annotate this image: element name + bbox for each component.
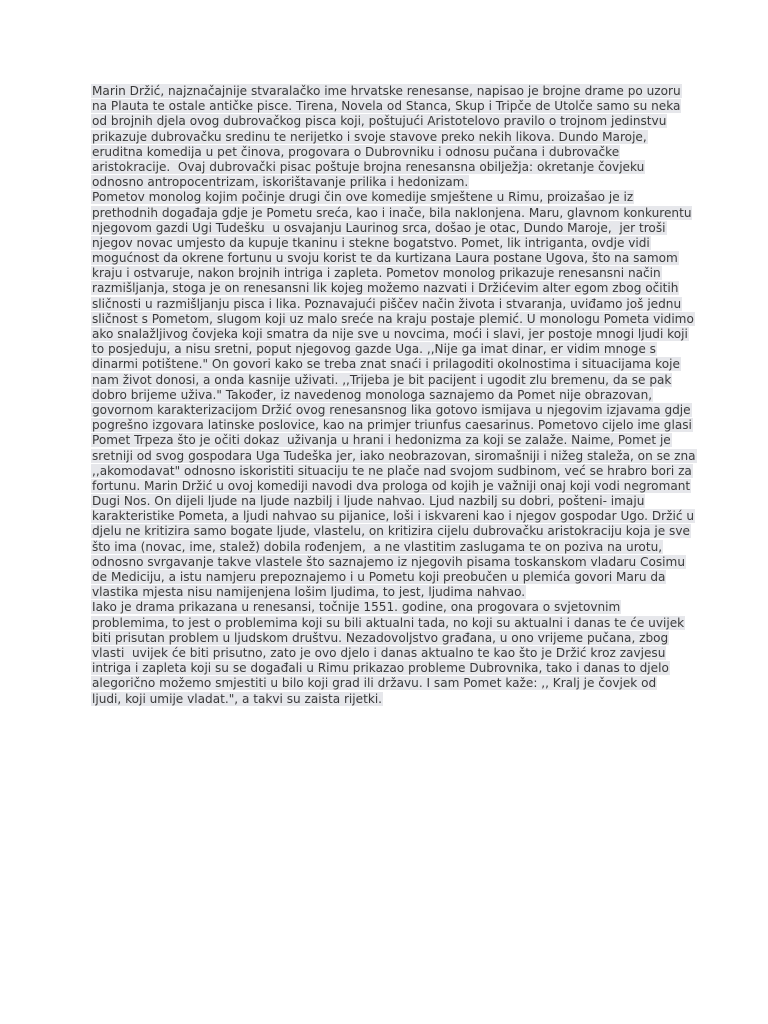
text-line: sličnosti u razmišljanju pisca i lika. Poznavajući piščev način života i stvaranja, uviđamo još jednu bbox=[92, 296, 682, 311]
text-line: Marin Držić, najznačajnije stvaralačko ime hrvatske renesanse, napisao je brojne drame po uzoru bbox=[92, 84, 681, 98]
text-line: de Mediciju, a istu namjeru prepoznajemo i u Pometu koji preobučen u plemića govori Maru da bbox=[92, 570, 666, 584]
text-line: alegorično možemo smjestiti u bilo koji grad ili državu. I sam Pomet kaže: ,, Kralj je čovjek od bbox=[92, 676, 657, 691]
text-line: dinarmi potištene." On govori kako se treba znat snaći i prilagoditi okolnostima i situacijama koje bbox=[92, 357, 680, 372]
text-line: njegovom gazdi Ugi Tudešku u osvajanju Laurinog srca, došao je otac, Dundo Maroje, jer troši bbox=[92, 220, 666, 235]
text-line: Dugi Nos. On dijeli ljude na ljude nazbilj i ljude nahvao. Ljud nazbilj su dobri, pošteni- imaju bbox=[92, 494, 645, 509]
text-line: karakteristike Pometa, a ljudi nahvao su pijanice, loši i iskvareni kao i njegov gospodar Ugo. Držić u bbox=[92, 509, 694, 524]
text-line: vlastika mjesta nisu namijenjena lošim ljudima, to jest, ljudima nahvao. bbox=[92, 585, 526, 600]
text-line: dobro brijeme uživa." Također, iz navedenog monologa saznajemo da Pomet nije obrazovan, bbox=[92, 387, 653, 402]
text-line: na Plauta te ostale antičke pisce. Tirena, Novela od Stanca, Skup i Tripče de Utolče samo su neka bbox=[92, 99, 681, 114]
text-line: ,,akomodavat" odnosno iskoristiti situaciju te ne plače nad svojom sudbinom, već se hrabro bori za bbox=[92, 463, 692, 478]
text-line: eruditna komedija u pet činova, progovara o Dubrovniku i odnosu pučana i dubrovačke bbox=[92, 144, 620, 159]
text-line: problemima, to jest o problemima koji su bili aktualni tada, no koji su aktualni i danas te će uvijek bbox=[92, 615, 685, 630]
text-line: Iako je drama prikazana u renesansi, točnije 1551. godine, ona progovara o svjetovnim bbox=[92, 600, 621, 615]
text-line: sličnost s Pometom, slugom koji uz malo sreće na kraju postaje plemić. U monologu Pometa vidimo bbox=[92, 311, 694, 326]
text-line: prethodnih događaja gdje je Pometu sreća, kao i inače, bila naklonjena. Maru, glavnom konkurentu bbox=[92, 205, 692, 220]
text-line: vlasti uvijek će biti prisutno, zato je ovo djelo i danas aktualno te kao što je Držić kroz zavjesu bbox=[92, 645, 666, 660]
text-line: intriga i zapleta koji su se događali u Rimu prikazao probleme Dubrovnika, tako i danas to djelo bbox=[92, 661, 669, 676]
document-body bbox=[91, 84, 696, 707]
text-line: kraju i ostvaruje, nakon brojnih intriga i zapleta. Pometov monolog prikazuje renesansni način bbox=[92, 266, 661, 281]
text-line: što ima (novac, ime, stalež) dobila rođenjem, a ne vlastitim zaslugama te on poziva na urotu, bbox=[92, 539, 663, 554]
text-line: njegov novac umjesto da kupuje tkaninu i stekne bogatstvo. Pomet, lik intriganta, ovdje vidi bbox=[92, 235, 650, 250]
text-line: mogućnost da okrene fortunu u svoju korist te da kurtizana Laura postane Ugova, što na samom bbox=[92, 251, 678, 266]
text-line: ljudi, koji umije vladat.", a takvi su zaista rijetki. bbox=[92, 691, 383, 706]
text-line: odnosno antropocentrizam, iskorištavanje prilika i hedonizam. bbox=[92, 175, 469, 190]
text-line: aristokracije. Ovaj dubrovački pisac poštuje brojna renesansna obilježja: okretanje čovjeku bbox=[92, 159, 645, 174]
text-line: pogrešno izgovara latinske poslovice, kao na primjer triunfus caesarinus. Pometovo cijelo ime glasi bbox=[92, 418, 692, 433]
text-line: ako snalažljivog čovjeka koji smatra da nije sve u novcima, moći i slavi, jer postoje mnogi ljudi koji bbox=[92, 327, 688, 341]
text-line: prikazuje dubrovačku sredinu te nerijetko i svoje stavove preko nekih likova. Dundo Maroje, bbox=[92, 129, 647, 144]
text-line: fortunu. Marin Držić u ovoj komediji navodi dva prologa od kojih je važniji onaj koji vodi negromant bbox=[92, 478, 691, 493]
text-line: to posjeduju, a nisu sretni, poput njegovog gazde Uga. ,,Nije ga imat dinar, er vidim mnoge s bbox=[92, 342, 656, 357]
text-line: razmišljanja, stoga je on renesansni lik kojeg možemo nazvati i Držićevim alter egom zbog očitih bbox=[92, 281, 679, 296]
text-line: od brojnih djela ovog dubrovačkog pisca koji, poštujući Aristotelovo pravilo o trojnom jedinstvu bbox=[92, 114, 667, 129]
text-line: djelu ne kritizira samo bogate ljude, vlastelu, on kritizira cijelu dubrovačku aristokraciju koja je sve bbox=[92, 524, 690, 539]
text-line: nam život donosi, a onda kasnije uživati. ,,Trijeba je bit pacijent i ugodit zlu bremenu, da se pak bbox=[92, 372, 672, 387]
text-line: odnosno svrgavanje takve vlastele što saznajemo iz njegovih pisama toskanskom vladaru Cosimu bbox=[92, 554, 685, 569]
text-line: Pometov monolog kojim počinje drugi čin ove komedije smještene u Rimu, proizašao je iz bbox=[92, 190, 634, 205]
text-line: govornom karakterizacijom Držić ovog renesansnog lika gotovo ismijava u njegovim izjavama gdje bbox=[92, 402, 691, 417]
text-line: Pomet Trpeza što je očiti dokaz uživanja u hrani i hedonizma za koji se zalaže. Naime, Pomet je bbox=[92, 433, 671, 448]
text-line: sretniji od svog gospodara Uga Tudeška jer, iako neobrazovan, siromašniji i nižeg staleža, on se zna bbox=[92, 448, 696, 463]
text-line: biti prisutan problem u ljudskom društvu. Nezadovoljstvo građana, u ono vrijeme pučana, zbog bbox=[92, 630, 669, 645]
